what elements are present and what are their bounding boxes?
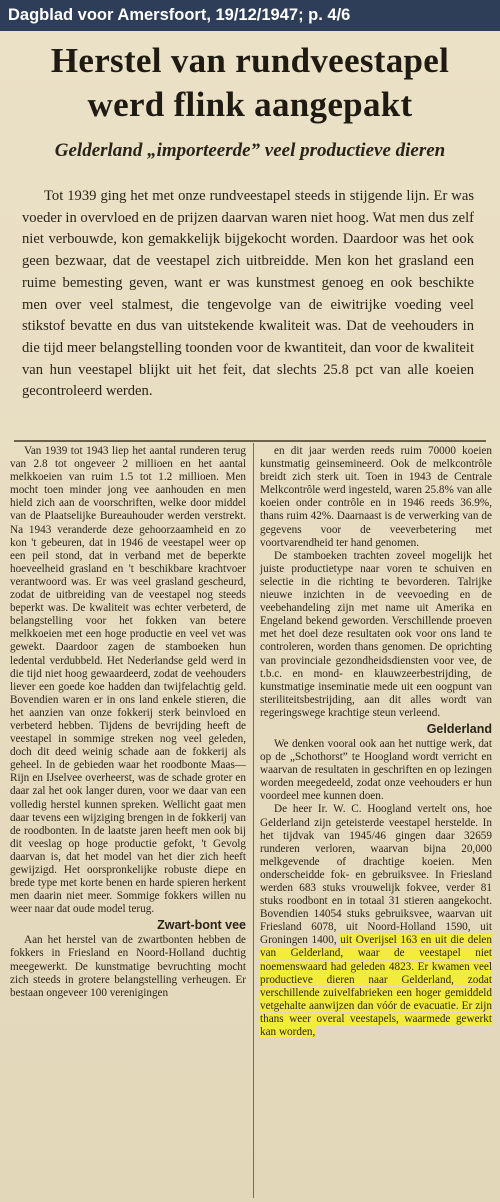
highlighted-passage: uit Overijsel 163 en uit die delen van Gelderland, waar de veestapel niet noemenswaard had geleden 4823. Er kwamen veel productieve dieren naar Gelderland, zodat verschillende zuivelfabrieken een hoger gemiddeld vetgehalte aanwijzen dan vóór de evacuatie. Er zijn thans weer overal veestapels, waarmede gewerkt kan worden, xyxy=(260,934,492,1039)
newspaper-clipping xyxy=(0,31,500,1202)
column-divider xyxy=(253,443,254,1198)
paragraph: We denken vooral ook aan het nuttige werk, dat op de „Schothorst” te Hoogland wordt verricht en waarvan de resultaten in geschriften en op lezingen worden meegedeeld, zodat onze veehouders er hun voordeel mee kunnen doen. xyxy=(260,737,492,803)
left-column xyxy=(10,445,246,1000)
paragraph xyxy=(260,803,492,1039)
article-lead: Tot 1939 ging het met onze rundveestapel steeds in stijgende lijn. Er was voeder in overvloed en de prijzen daarvan waren niet hoog. Wat men dus zelf niet verbouwde, kon gemakkelijk bijgekocht worden. Daardoor was het ook geen bezwaar, dat de veestapel zich uitbreidde. Men kon het grasland een ruime bemesting geven, want er was kunstmest genoeg en ook beschikte men over veel stalmest, die tengevolge van de eiwitrijke voeding veel stikstof bevatte en dus van uitstekende kwaliteit was. Dat de veehouders in die tijd meer belangstelling toonden voor de kwantiteit, dan voor de kwaliteit van hun veestapel blijkt uit het feit, dat slechts 25.8 pct van alle koeien gecontroleerd werden. xyxy=(22,188,474,400)
article-headline: Herstel van rundveestapel werd flink aangepakt xyxy=(50,41,450,124)
paragraph: De stamboeken trachten zoveel mogelijk het juiste productietype naar voren te schuiven en selectie in die richting te bevorderen. Talrijke nieuwe inzichten in de veevoeding en de veebehandeling zijn met name uit Amerika en Engeland bekend geworden. Verschillende proeven met het doel deze resultaten ook voor ons land te controleren, worden thans genomen. De oprichting van provinciale gezondheidsdiensten voor vee, de t.b.c. en mond- en klauwzeerbestrijding, de kunstmatige inseminatie mede uit een oogpunt van steriliteitsbestrijding, aan dit alles wordt van regeringswege krachtige steun verleend. xyxy=(260,549,492,719)
source-header: Dagblad voor Amersfoort, 19/12/1947; p. 4/6 xyxy=(0,0,500,31)
section-heading-zwart-bont: Zwart-bont vee xyxy=(157,918,246,933)
paragraph: Van 1939 tot 1943 liep het aantal runderen terug van 2.8 tot ongeveer 2 millioen en het aantal melkkoeien van ruim 1.5 tot 1.2 millioen. Men mocht toen minder jong vee aanhouden en men hield zich aan de voorschriften, welke door middel van de Plaatselijke Bureauhouder werden verstrekt. Na 1943 veranderde deze gehoorzaamheid en zo kon 't gebeuren, dat in 1946 de veestapel weer op een peil stond, dat in verband met de beperkte hoeveelheid grasland en 't beschikbare krachtvoer verantwoord was. Er was veel grasland gescheurd, zodat de uitbreiding van de veestapel nog steeds beperkt was. De kwaliteit was echter verbeterd, de belangstelling voor het fokken van betere melkkoeien met een hoge productie en veel vet was gewekt. Daardoor zagen de stamboeken hun ledental verdubbeld. Het Nederlandse geld werd in die tijd niet hoog gewaardeerd, zodat de veehouders liever een goede koe hadden dan twijfelachtig geld. Bovendien waren er in ons land enkele stieren, die het aanzien van onze fokkerij sterk beinvloed en verbeterd hebben. Tijdens de bevrijding heeft de veestapel in sommige streken nog veel geleden, doch dit deed weinig schade aan de fokkerij als geheel. In de gebieden waar het roodbonte Maas—Rijn en IJselvee overheerst, was de schade groter en daar zal het ook langer duren, voor we daar van een volledig herstel kunnen spreken. Wellicht gaat men daar tevens een wijziging brengen in de fokkerij van de roodbonten. In de laatste jaren heeft men ook bij dit veeslag op hoge productie gefokt, 't Gevolg daarvan is, dat het model van het dier zich heeft gewijzigd. Het oorspronkelijke robuste diepe en brede type met korte benen en harde spieren herkent men daarin niet meer. Sommige fokkers willen nu weer naar dat oude model terug. xyxy=(10,445,246,916)
right-column xyxy=(260,445,492,1039)
article-subhead: Gelderland „importeerde” veel productieve dieren xyxy=(54,140,446,161)
paragraph: en dit jaar werden reeds ruim 70000 koeien kunstmatig geinsemineerd. Ook de melkcontrôle breidt zich sterk uit. Toen in 1943 de Centrale Melkcontrôle werd ingesteld, waren 25.8% van alle koeien onder contrôle en in 1946 reeds 36.9%, thans ruim 42%. Daarnaast is de verwerking van de gegevens voor de veeverbetering met voortvarendheid ter hand genomen. xyxy=(260,445,492,549)
section-heading-gelderland: Gelderland xyxy=(426,721,492,736)
horizontal-rule xyxy=(14,440,486,442)
paragraph: Aan het herstel van de zwartbonten hebben de fokkers in Friesland en Noord-Holland duchtig meegewerkt. De kunstmatige bevruchting mocht zich steeds in grotere belangstelling verheugen. Er bestaan ongeveer 100 verenigingen xyxy=(10,934,246,999)
paragraph-text: De heer Ir. W. C. Hoogland vertelt ons, hoe Gelderland zijn geteisterde veestapel herstelde. In het tijdvak van 1945/46 gingen daar 32659 runderen verloren, waarvan bijna 20,000 melkgevende of drachtige koeien. Men onderscheidde fok- en gebruiksvee. In Friesland werden 683 stuks vrouwelijk fokvee, verder 81 stuks roodbont en in totaal 31 stieren aangekocht. Bovendien 14054 stuks gebruiksvee, waarvan uit Friesland 6078, uit Noord-Holland 1590, uit Groningen 1400, xyxy=(260,803,492,947)
